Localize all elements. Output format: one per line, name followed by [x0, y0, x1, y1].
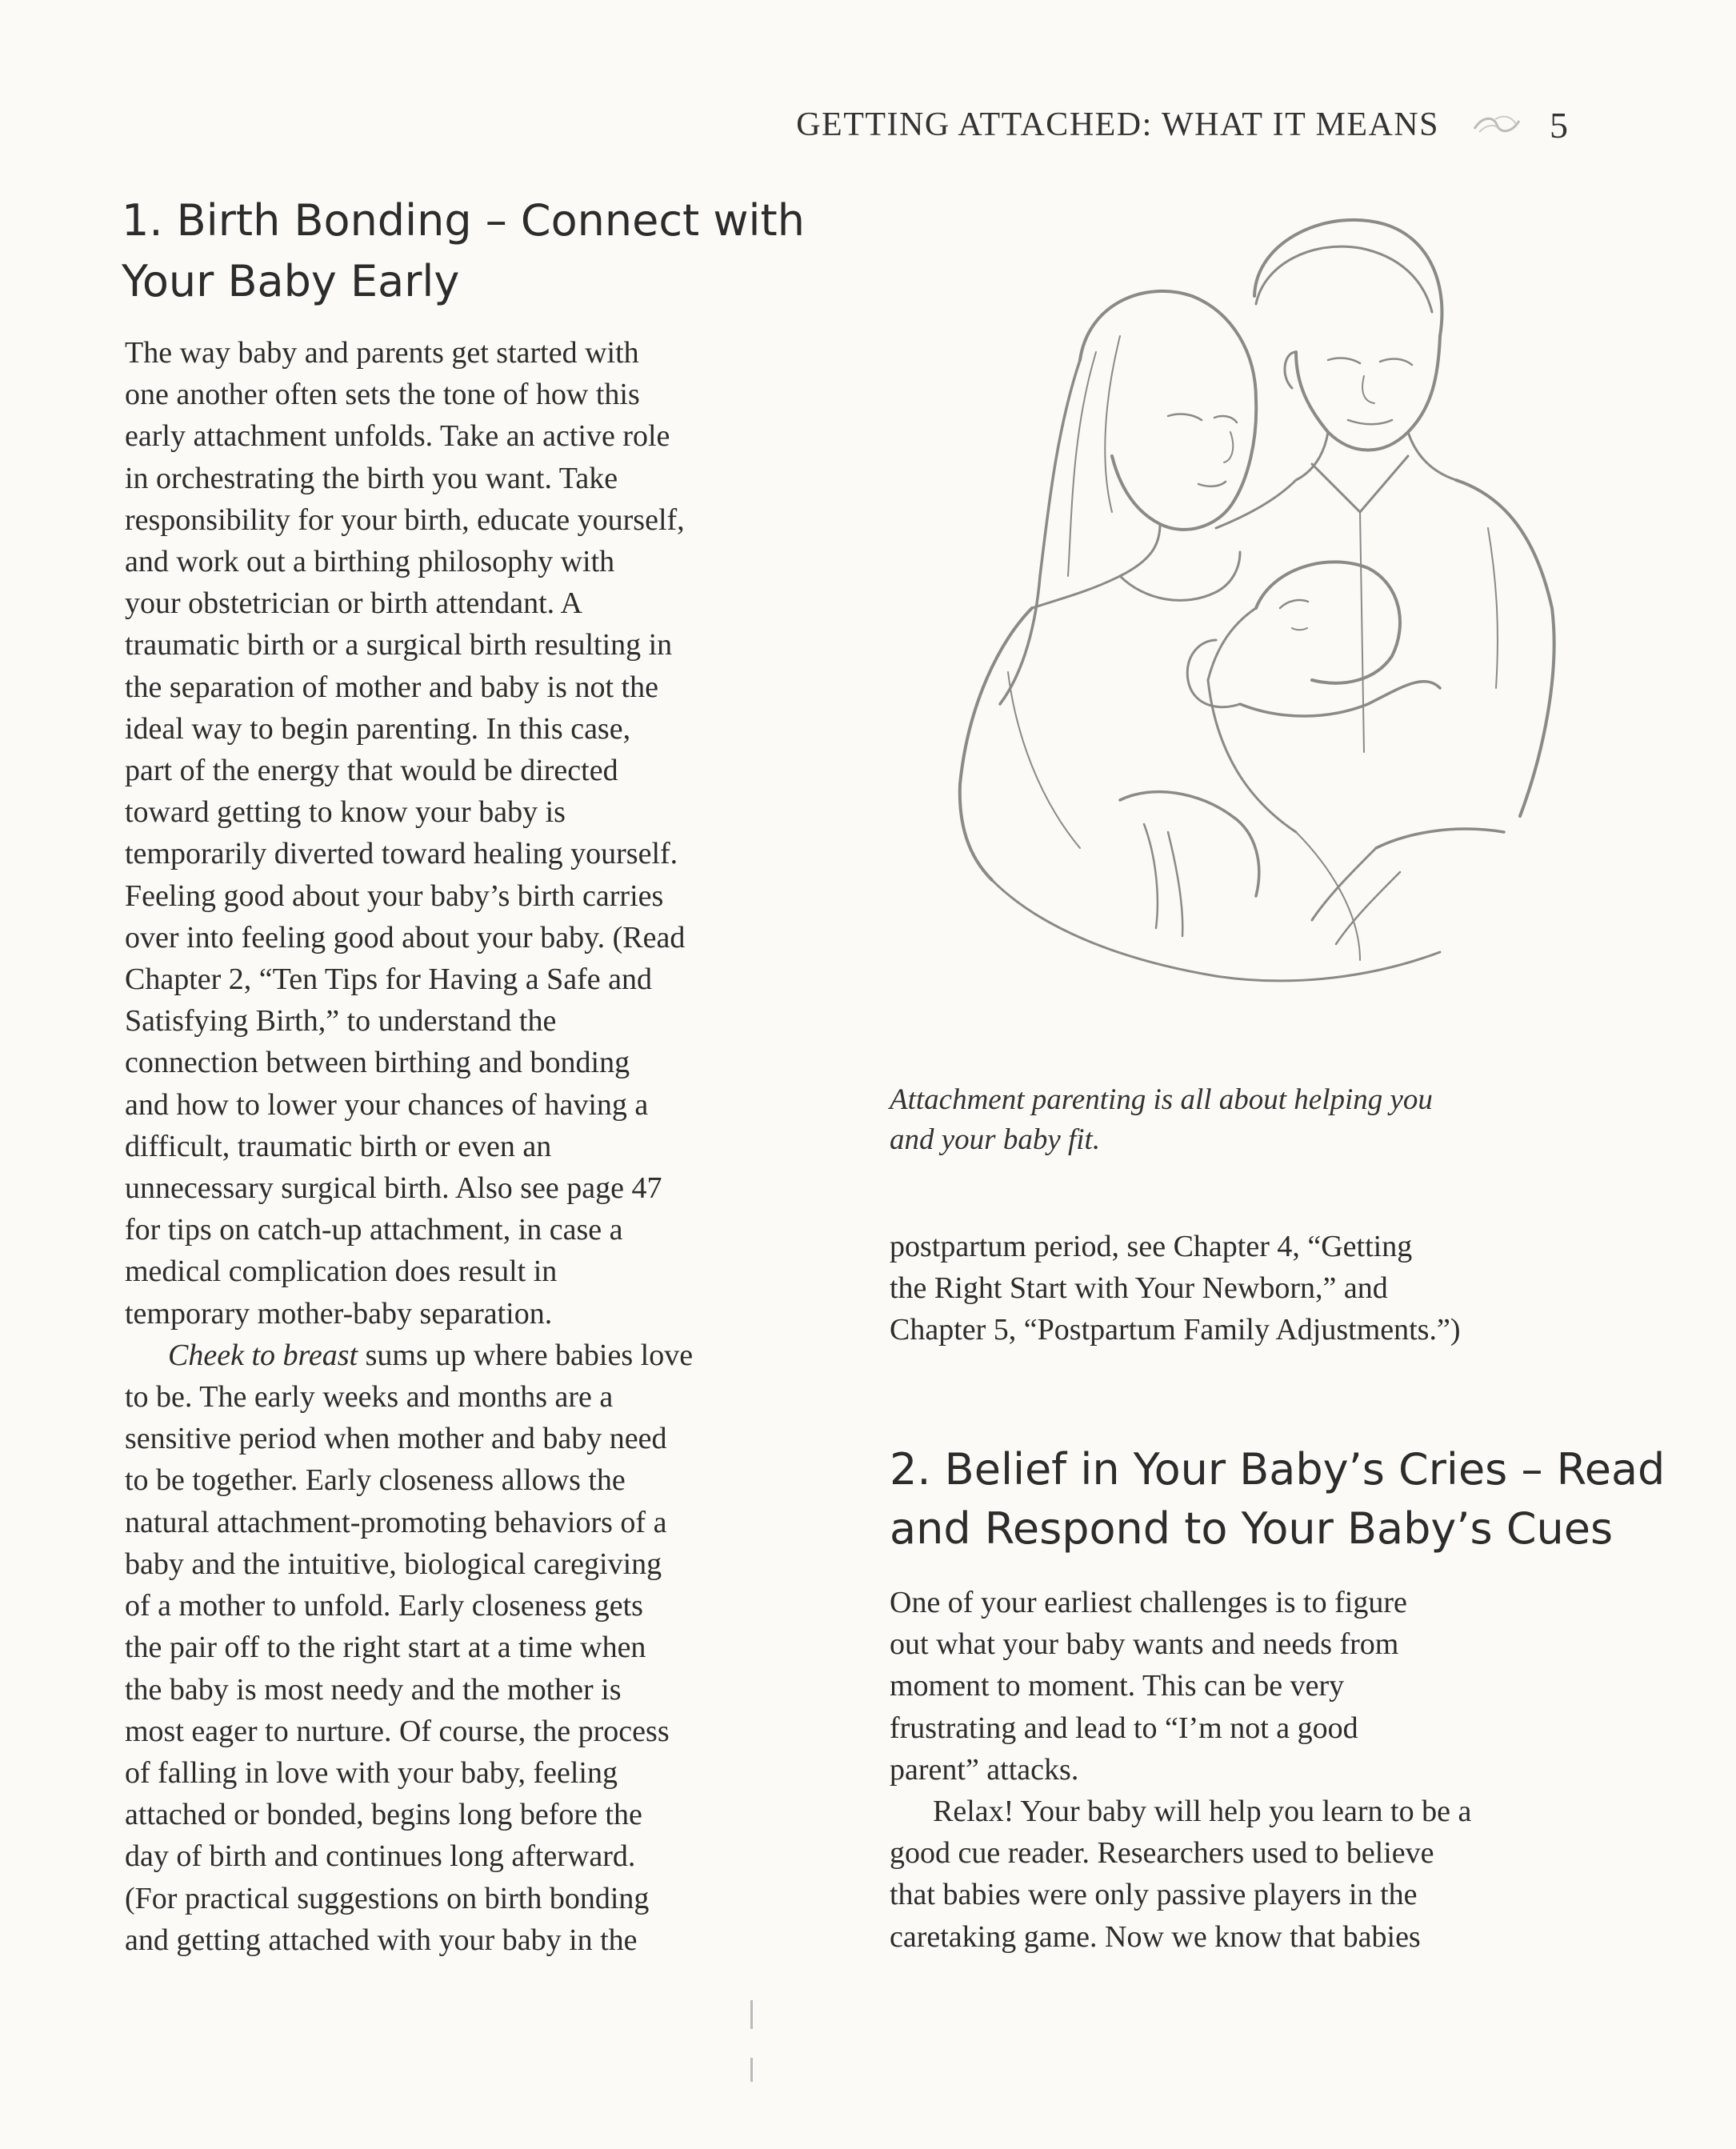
paragraph-relax — [890, 1791, 1610, 1958]
left-column-text — [125, 332, 813, 1961]
text-line: postpartum period, see Chapter 4, “Getting — [890, 1230, 1413, 1263]
page-number: 5 — [1550, 104, 1568, 146]
text-line: part of the energy that would be directed — [125, 754, 618, 788]
text-line: responsibility for your birth, educate yourself, — [125, 502, 685, 537]
text-line: toward getting to know your baby is — [125, 795, 566, 830]
text-line: to be. The early weeks and months are a — [125, 1380, 614, 1415]
text-line: unnecessary surgical birth. Also see page 47 — [125, 1171, 662, 1206]
text-line: and work out a birthing philosophy with — [125, 545, 615, 579]
text-line: for tips on catch-up attachment, in case a — [125, 1213, 623, 1247]
text-line: attached or bonded, begins long before the — [125, 1798, 642, 1832]
right-column-continuation — [890, 1226, 1610, 1351]
paragraph-earliest-challenges — [890, 1582, 1610, 1791]
text-line: sensitive period when mother and baby need — [125, 1422, 667, 1456]
text-line: your obstetrician or birth attendant. A — [125, 586, 582, 621]
paragraph-birth-bonding — [125, 332, 813, 1335]
text-line: over into feeling good about your baby. (Read — [125, 920, 686, 954]
text-line: (For practical suggestions on birth bonding — [125, 1881, 650, 1915]
text-line: one another often sets the tone of how this — [125, 378, 640, 412]
right-column-section2-text — [890, 1582, 1610, 1958]
text-line: traumatic birth or a surgical birth resulting in — [125, 628, 673, 662]
text-line: Satisfying Birth,” to understand the — [125, 1004, 557, 1038]
heading-line: 2. Belief in Your Baby’s Cries – Read — [890, 1444, 1666, 1495]
text-line: Chapter 5, “Postpartum Family Adjustments.”) — [890, 1313, 1461, 1347]
text-line: One of your earliest challenges is to figure — [890, 1586, 1407, 1619]
text-line: out what your baby wants and needs from — [890, 1627, 1399, 1662]
text-line: and how to lower your chances of having a — [125, 1087, 649, 1122]
text-fragment: sums up where babies love — [358, 1338, 694, 1372]
text-line: most eager to nurture. Of course, the process — [125, 1714, 670, 1748]
text-line: Chapter 2, “Ten Tips for Having a Safe and — [125, 962, 653, 997]
text-line: difficult, traumatic birth or even an — [125, 1129, 552, 1163]
text-line: frustrating and lead to “I’m not a good — [890, 1711, 1358, 1745]
text-line: temporary mother-baby separation. — [125, 1296, 553, 1331]
text-line: the separation of mother and baby is not the — [125, 670, 658, 704]
caption-line: Attachment parenting is all about helping you — [890, 1083, 1433, 1116]
text-line: the Right Start with Your Newborn,” and — [890, 1271, 1388, 1306]
text-line: of falling in love with your baby, feeling — [125, 1755, 618, 1790]
text-line: Feeling good about your baby’s birth carries — [125, 878, 664, 913]
text-line: that babies were only passive players in the — [890, 1878, 1418, 1912]
text-line: of a mother to unfold. Early closeness gets — [125, 1589, 643, 1623]
text-line: ideal way to begin parenting. In this case, — [125, 711, 631, 746]
text-line: caretaking game. Now we know that babies — [890, 1919, 1421, 1954]
text-line: moment to moment. This can be very — [890, 1669, 1345, 1703]
text-line: connection between birthing and bonding — [125, 1046, 630, 1080]
text-line: parent” attacks. — [890, 1752, 1079, 1787]
heading-line: 1. Birth Bonding – Connect with — [122, 195, 805, 246]
text-line: the baby is most needy and the mother is — [125, 1672, 622, 1707]
running-title: GETTING ATTACHED: WHAT IT MEANS — [796, 106, 1439, 143]
figure-caption — [890, 1080, 1594, 1160]
paragraph-cheek-to-breast — [125, 1335, 813, 1961]
text-line: baby and the intuitive, biological caregiving — [125, 1547, 662, 1581]
text-line: early attachment unfolds. Take an active role — [125, 419, 670, 454]
text-line: to be together. Early closeness allows the — [125, 1463, 626, 1498]
text-line: The way baby and parents get started with — [125, 336, 639, 370]
caption-line: and your baby fit. — [890, 1123, 1101, 1156]
section-heading-birth-bonding — [122, 190, 810, 312]
text-line: medical complication does result in — [125, 1255, 558, 1289]
text-line-first — [125, 1335, 813, 1376]
text-line: natural attachment-promoting behaviors of a — [125, 1505, 667, 1539]
heading-line: Your Baby Early — [122, 256, 460, 306]
scan-mark — [750, 2058, 753, 2082]
parents-holding-baby-illustration — [880, 192, 1584, 1056]
text-line: day of birth and continues long afterward. — [125, 1839, 636, 1874]
text-line: temporarily diverted toward healing yourself. — [125, 837, 678, 871]
section-heading-belief-in-cries — [890, 1440, 1666, 1559]
text-line: good cue reader. Researchers used to believe — [890, 1836, 1434, 1871]
italic-phrase: Cheek to breast — [168, 1338, 358, 1372]
decorative-flourish-icon — [1471, 113, 1522, 137]
scan-mark — [750, 2000, 753, 2029]
running-header — [704, 101, 1568, 149]
paragraph-continuation — [890, 1226, 1610, 1351]
text-line: and getting attached with your baby in the — [125, 1923, 638, 1957]
text-line: Relax! Your baby will help you learn to be a — [933, 1795, 1472, 1829]
text-line: in orchestrating the birth you want. Take — [125, 461, 618, 495]
text-line: the pair off to the right start at a time when — [125, 1631, 646, 1665]
heading-line: and Respond to Your Baby’s Cues — [890, 1503, 1614, 1554]
